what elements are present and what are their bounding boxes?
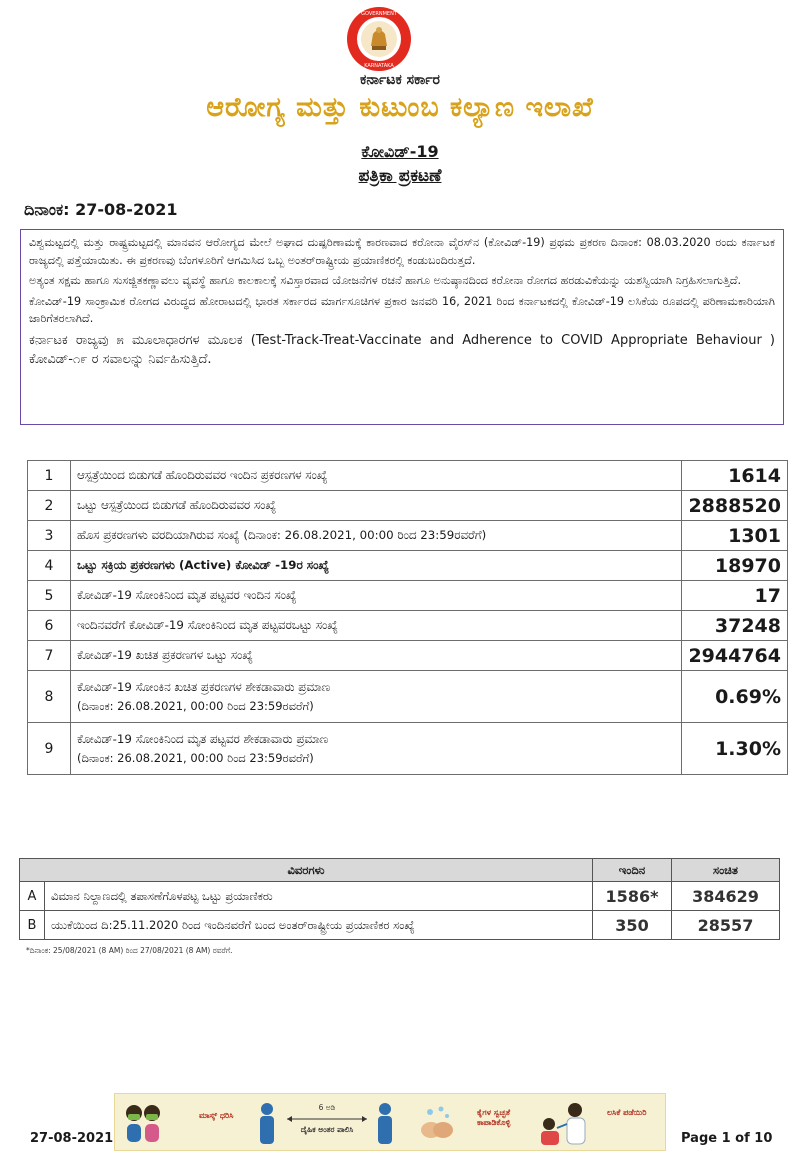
row-value: 18970: [682, 551, 788, 581]
row-total: 384629: [672, 882, 780, 911]
mask-text: ಮಾಸ್ಕ್ ಧರಿಸಿ: [199, 1111, 234, 1120]
row-number: 7: [28, 641, 71, 671]
row-letter: A: [20, 882, 45, 911]
row-description: ವಿಮಾನ ನಿಲ್ದಾಣದಲ್ಲಿ ತಪಾಸಣೆಗೊಳಪಟ್ಟ ಒಟ್ಟು ಪ್ರಯಾಣಿಕರು: [45, 882, 593, 911]
page-number: Page 1 of 10: [681, 1131, 773, 1146]
row-value: 1301: [682, 521, 788, 551]
header-total: ಸಂಚಿತ: [672, 859, 780, 882]
department-title: ಆರೋಗ್ಯ ಮತ್ತು ಕುಟುಂಬ ಕಲ್ಯಾಣ ಇಲಾಖೆ: [206, 92, 594, 123]
footnote: *ದಿನಾಂಕ: 25/08/2021 (8 AM) ರಿಂದ 27/08/2021 (8 AM) ರವರೆಗೆ.: [26, 946, 233, 955]
intro-paragraph-1: ವಿಶ್ವಮಟ್ಟದಲ್ಲಿ ಮತ್ತು ರಾಷ್ಟ್ರಮಟ್ಟದಲ್ಲಿ ಮಾನವನ ಆರೋಗ್ಯದ ಮೇಲೆ ಅಘಾದ ದುಷ್ಪರಿಣಾಮಕ್ಕೆ ಕಾರಣವಾದ ಕರೋನಾ ವೈರಸ್‌ನ (ಕೋವಿಡ್-19) ಪ್ರಥಮ ಪ್ರಕರಣ ದಿನಾಂಕ: 08.03.2020 ರಂದು ಕರ್ನಾಟಕ ರಾಜ್ಯದಲ್ಲಿ ಪತ್ತೆಯಾಯಿತು. ಈ ಪ್ರಕರಣವು ಬೆಂಗಳೂರಿಗೆ ಆಗಮಿಸಿದ ಒಬ್ಬ ಅಂತರ್‌ರಾಷ್ಟ್ರೀಯ ಪ್ರಯಾಣಿಕರಲ್ಲಿ ಕಂಡುಬಂದಿರುತ್ತದೆ.: [29, 236, 775, 267]
government-name: ಕರ್ನಾಟಕ ಸರ್ಕಾರ: [360, 72, 440, 88]
table-row: [28, 461, 788, 491]
row-number: 1: [28, 461, 71, 491]
table-row: [20, 882, 780, 911]
hand-wash-icon: [415, 1100, 459, 1144]
row-value: 0.69%: [682, 671, 788, 723]
table-header-row: [20, 859, 780, 882]
distance-bottom-text: ದೈಹಿಕ ಅಂತರ ಪಾಲಿಸಿ: [300, 1125, 354, 1134]
row-number: 9: [28, 723, 71, 775]
row-number: 8: [28, 671, 71, 723]
travel-table: [19, 858, 780, 940]
row-label: ಆಸ್ಪತ್ರೆಯಿಂದ ಬಿಡುಗಡೆ ಹೊಂದಿರುವವರ ಇಂದಿನ ಪ್ರಕರಣಗಳ ಸಂಖ್ಯೆ: [71, 461, 682, 491]
release-date: ದಿನಾಂಕ: 27-08-2021: [24, 200, 178, 219]
intro-paragraph-2: ಅತ್ಯಂತ ಸಕ್ಷಮ ಹಾಗೂ ಸುಸಜ್ಜಿತಕಣ್ಣಾವಲು ವ್ಯವಸ್ಥೆ ಹಾಗೂ ಕಾಲಕಾಲಕ್ಕೆ ಸವಿಸ್ತಾರವಾದ ಯೋಜನೆಗಳ ರಚನೆ ಹಾಗೂ ಅನುಷ್ಠಾನದಿಂದ ಕರೋನಾ ರೋಗದ ಹರಡುವಿಕೆಯನ್ನು ಯಶಸ್ವಿಯಾಗಿ ನಿಗ್ರಹಿಸಲಾಗುತ್ತಿದೆ.: [29, 274, 742, 287]
table-row: [28, 581, 788, 611]
row-description: ಯುಕೆಯಿಂದ ದಿ:25.11.2020 ರಿಂದ ಇಂದಿನವರೆಗೆ ಬಂದ ಅಂತರ್‌ರಾಷ್ಟ್ರೀಯ ಪ್ರಯಾಣಿಕರ ಸಂಖ್ಯೆ: [45, 911, 593, 940]
row-sublabel: (ದಿನಾಂಕ: 26.08.2021, 00:00 ರಿಂದ 23:59ರವರೆಗೆ): [77, 750, 314, 765]
row-label: ಕೋವಿಡ್-19 ಸೋಂಕಿನ ಖಚಿತ ಪ್ರಕರಣಗಳ ಶೇಕಡಾವಾರು ಪ್ರಮಾಣ: [77, 679, 331, 694]
svg-text:KARNATAKA: KARNATAKA: [364, 63, 394, 69]
person-icon: [373, 1102, 397, 1146]
row-label: ಹೊಸ ಪ್ರಕರಣಗಳು ವರದಿಯಾಗಿರುವ ಸಂಖ್ಯೆ (ದಿನಾಂಕ: 26.08.2021, 00:00 ರಿಂದ 23:59ರವರೆಗೆ): [71, 521, 682, 551]
row-label: ಕೋವಿಡ್-19 ಸೋಂಕಿನಿಂದ ಮೃತ ಪಟ್ಟವರ ಇಂದಿನ ಸಂಖ್ಯೆ: [71, 581, 682, 611]
footer-date: 27-08-2021: [30, 1131, 114, 1146]
distance-top-text: 6 ಅಡಿ: [318, 1103, 336, 1112]
row-label-cell: [71, 671, 682, 723]
vaccination-icon: [535, 1100, 595, 1146]
row-number: 5: [28, 581, 71, 611]
row-value: 17: [682, 581, 788, 611]
table-row: [28, 641, 788, 671]
table-row: [28, 611, 788, 641]
header-details: ವಿವರಗಳು: [20, 859, 593, 882]
row-number: 4: [28, 551, 71, 581]
row-label-cell: [71, 723, 682, 775]
table-row: [28, 491, 788, 521]
table-row: [28, 521, 788, 551]
row-value: 1.30%: [682, 723, 788, 775]
vaccine-text: ಲಸಿಕೆ ಪಡೆಯಿರಿ: [607, 1108, 647, 1117]
intro-paragraph-3: ಕೋವಿಡ್-19 ಸಾಂಕ್ರಾಮಿಕ ರೋಗದ ವಿರುದ್ಧದ ಹೋರಾಟದಲ್ಲಿ ಭಾರತ ಸರ್ಕಾರದ ಮಾರ್ಗಸೂಚಿಗಳ ಪ್ರಕಾರ ಜನವರಿ 16, 2021 ರಿಂದ ಕರ್ನಾಟಕದಲ್ಲಿ ಕೋವಿಡ್-19 ಲಸಿಕೆಯ ರೂಪದಲ್ಲಿ ಪರಿಣಾಮಕಾರಿಯಾಗಿ ಜಾರಿಗೆತರಲಾಗಿದೆ.: [29, 294, 775, 325]
table-row: [28, 551, 788, 581]
row-today: 350: [593, 911, 672, 940]
table-row: [28, 723, 788, 775]
person-icon: [255, 1102, 279, 1146]
covid-behaviour-banner: [114, 1093, 666, 1151]
row-value: 37248: [682, 611, 788, 641]
masked-people-icon: [121, 1100, 165, 1144]
press-release-title: ಪತ್ರಿಕಾ ಪ್ರಕಟಣೆ: [358, 166, 442, 186]
svg-text:GOVERNMENT: GOVERNMENT: [361, 11, 397, 17]
row-value: 1614: [682, 461, 788, 491]
government-emblem: [346, 6, 412, 72]
header-today: ಇಂದಿನ: [593, 859, 672, 882]
row-label: ಇಂದಿನವರೆಗೆ ಕೋವಿಡ್-19 ಸೋಂಕಿನಿಂದ ಮೃತ ಪಟ್ಟವರಒಟ್ಟು ಸಂಖ್ಯೆ: [71, 611, 682, 641]
covid-stats-table: [27, 460, 788, 775]
intro-paragraph-4: ಕರ್ನಾಟಕ ರಾಜ್ಯವು ೫ ಮೂಲಾಧಾರಗಳ ಮೂಲಕ (Test-Track-Treat-Vaccinate and Adherence to COVID Appropriate Behaviour ) ಕೋವಿಡ್-೧೯ ರ ಸವಾಲನ್ನು ನಿರ್ವಹಿಸುತ್ತಿದೆ.: [29, 332, 775, 367]
row-today: 1586*: [593, 882, 672, 911]
row-label: ಕೋವಿಡ್-19 ಖಚಿತ ಪ್ರಕರಣಗಳ ಒಟ್ಟು ಸಂಖ್ಯೆ: [71, 641, 682, 671]
table-row: [20, 911, 780, 940]
hand-hygiene-text: ಕೈಗಳ ಸ್ವಚ್ಛತೆ ಕಾಪಾಡಿಕೊಳ್ಳಿ: [477, 1108, 511, 1127]
row-number: 6: [28, 611, 71, 641]
intro-box: [20, 229, 784, 425]
row-label: ಕೋವಿಡ್-19 ಸೋಂಕಿನಿಂದ ಮೃತ ಪಟ್ಟವರ ಶೇಕಡಾವಾರು ಪ್ರಮಾಣ: [77, 731, 329, 746]
subject-title: ಕೋವಿಡ್-19: [361, 142, 439, 161]
row-value: 2888520: [682, 491, 788, 521]
row-sublabel: (ದಿನಾಂಕ: 26.08.2021, 00:00 ರಿಂದ 23:59ರವರೆಗೆ): [77, 698, 314, 713]
row-value: 2944764: [682, 641, 788, 671]
row-letter: B: [20, 911, 45, 940]
row-label: ಒಟ್ಟು ಆಸ್ಪತ್ರೆಯಿಂದ ಬಿಡುಗಡೆ ಹೊಂದಿರುವವರ ಸಂಖ್ಯೆ: [71, 491, 682, 521]
row-number: 2: [28, 491, 71, 521]
table-row: [28, 671, 788, 723]
row-total: 28557: [672, 911, 780, 940]
row-label: ಒಟ್ಟು ಸಕ್ರಿಯ ಪ್ರಕರಣಗಳು (Active) ಕೋವಿಡ್ -19ರ ಸಂಖ್ಯೆ: [71, 551, 682, 581]
distance-arrow-icon: [285, 1115, 369, 1123]
row-number: 3: [28, 521, 71, 551]
